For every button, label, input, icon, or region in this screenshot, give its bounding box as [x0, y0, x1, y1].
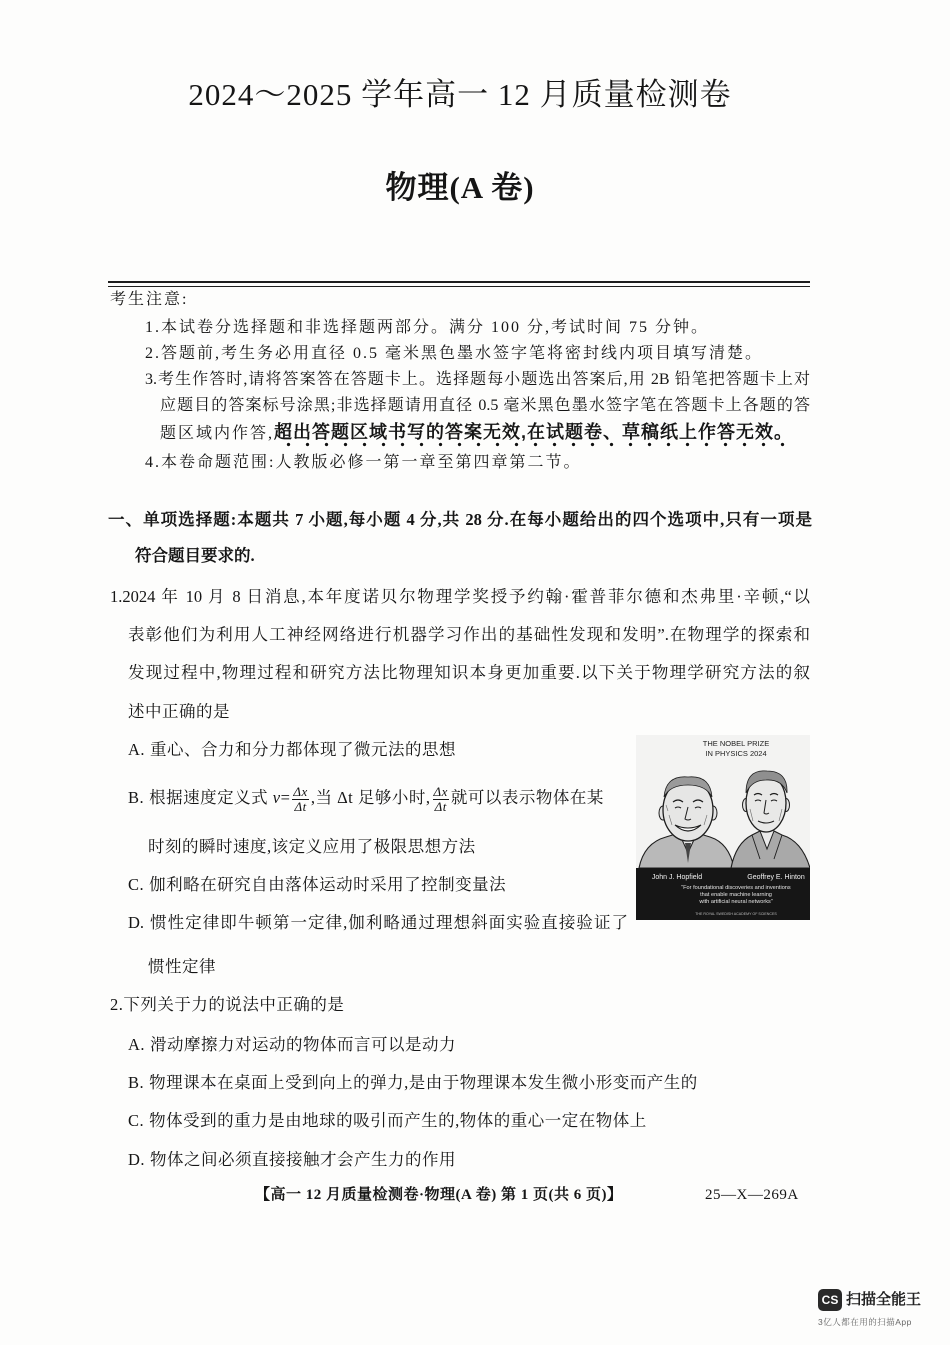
q2-option-c: [128, 1109, 647, 1133]
fraction-denominator: Δt: [294, 798, 307, 814]
notice-heading: 考生注意:: [110, 291, 189, 308]
velocity-symbol: v: [272, 788, 281, 807]
q1-option-a: [128, 738, 456, 762]
option-text: 物理课本在桌面上受到向上的弹力,是由于物理课本发生微小形变而产生的: [149, 1073, 698, 1092]
q1-stem-line-3: 发现过程中,物理过程和研究方法比物理知识本身更加重要.以下关于物理学研究方法的叙: [128, 663, 810, 682]
notice-item-3-line-2: 应题目的答案标号涂黑;非选择题请用直径 0.5 毫米黑色墨水签字笔在答题卡上各题的答: [160, 397, 810, 414]
fraction-denominator: Δt: [434, 798, 447, 814]
figure-title-line-1: THE NOBEL PRIZE: [702, 739, 770, 748]
equals-sign: =: [280, 788, 291, 807]
option-text: 惯性定律即牛顿第一定律,伽利略通过理想斜面实验直接验证了: [149, 913, 628, 932]
notice-item-3-line-3: [160, 419, 793, 447]
option-text-pre: 根据速度定义式: [149, 788, 273, 807]
option-label: D.: [128, 1150, 146, 1169]
q1-option-b-line-2: 时刻的瞬时速度,该定义应用了极限思想方法: [148, 837, 476, 856]
q1-stem-line-4: 述中正确的是: [128, 702, 230, 721]
citation-line-3: with artificial neural networks”: [699, 899, 773, 905]
option-label: D.: [128, 913, 145, 932]
ratio-fraction: [433, 785, 449, 814]
page-footer-label: 【高一 12 月质量检测卷·物理(A 卷) 第 1 页(共 6 页)】: [255, 1187, 623, 1203]
option-label: C.: [128, 1111, 145, 1130]
option-text: 重心、合力和分力都体现了微元法的思想: [150, 740, 457, 759]
figure-credit: THE ROYAL SWEDISH ACADEMY OF SCIENCES: [695, 912, 777, 916]
notice-item-4: 4.本卷命题范围:人教版必修一第一章至第四章第二节。: [145, 454, 582, 471]
exam-subject: 物理(A 卷): [385, 170, 535, 205]
q1-option-b-line-1: [128, 780, 604, 816]
section-heading-line-1: 一、单项选择题:本题共 7 小题,每小题 4 分,共 28 分.在每小题给出的四个选项中,只有一项是: [108, 510, 812, 529]
scanner-logo-icon: CS: [818, 1289, 842, 1311]
q2-stem: 2.下列关于力的说法中正确的是: [110, 995, 345, 1014]
option-text-mid: ,当 Δt 足够小时,: [310, 788, 431, 807]
scanner-brand: 扫描全能王: [846, 1291, 922, 1308]
notice-item-1: 1.本试卷分选择题和非选择题两部分。满分 100 分,考试时间 75 分钟。: [145, 319, 710, 336]
q1-option-c: [128, 873, 506, 897]
option-label: A.: [128, 740, 146, 759]
notice-emphasis-warning: 超出答题区域书写的答案无效,在试题卷、草稿纸上作答无效。: [274, 422, 793, 447]
laureate-name-hinton: Geoffrey E. Hinton: [747, 874, 805, 881]
section-heading-line-2: 符合题目要求的.: [135, 546, 255, 565]
paper-code: 25—X—269A: [705, 1187, 799, 1203]
header-rule-thin: [108, 286, 810, 287]
citation-line-1: “For foundational discoveries and inventions: [681, 885, 791, 891]
exam-title: 2024～2025 学年高一 12 月质量检测卷: [188, 77, 732, 112]
option-text-post: 就可以表示物体在某: [450, 788, 604, 807]
velocity-fraction: [292, 785, 308, 814]
notice-item-3-plain: 题区域内作答,: [160, 425, 275, 442]
figure-title-line-2: IN PHYSICS 2024: [705, 749, 767, 758]
option-text: 伽利略在研究自由落体运动时采用了控制变量法: [149, 875, 507, 894]
header-rule-thick: [108, 281, 810, 283]
nobel-prize-figure: [636, 735, 810, 920]
q2-option-d: [128, 1148, 456, 1172]
laureate-name-hopfield: John J. Hopfield: [651, 874, 703, 881]
q2-option-b: [128, 1071, 698, 1095]
option-label: A.: [128, 1035, 146, 1054]
citation-line-2: that enable machine learning: [700, 892, 772, 898]
notice-item-2: 2.答题前,考生务必用直径 0.5 毫米黑色墨水签字笔将密封线内项目填写清楚。: [145, 345, 764, 362]
q2-option-a: [128, 1033, 456, 1057]
q1-stem-line-1: 1.2024 年 10 月 8 日消息,本年度诺贝尔物理学奖授予约翰·霍普菲尔德和杰弗里·辛顿,“以: [110, 587, 810, 606]
option-label: B.: [128, 1073, 145, 1092]
notice-item-3-line-1: 3.考生作答时,请将答案答在答题卡上。选择题每小题选出答案后,用 2B 铅笔把答题卡上对: [145, 371, 810, 388]
option-text: 滑动摩擦力对运动的物体而言可以是动力: [150, 1035, 457, 1054]
option-text: 物体受到的重力是由地球的吸引而产生的,物体的重心一定在物体上: [149, 1111, 647, 1130]
q1-option-d-line-1: [128, 911, 628, 935]
option-text: 物体之间必须直接接触才会产生力的作用: [150, 1150, 457, 1169]
option-label: C.: [128, 875, 145, 894]
option-label: B.: [128, 788, 145, 807]
q1-option-d-line-2: 惯性定律: [148, 957, 216, 976]
fraction-numerator: Δx: [293, 783, 308, 799]
fraction-numerator: Δx: [433, 783, 448, 799]
q1-stem-line-2: 表彰他们为利用人工神经网络进行机器学习作出的基础性发现和发明”.在物理学的探索和: [128, 625, 810, 644]
scanner-slogan: 3亿人都在用的扫描App: [818, 1317, 912, 1327]
